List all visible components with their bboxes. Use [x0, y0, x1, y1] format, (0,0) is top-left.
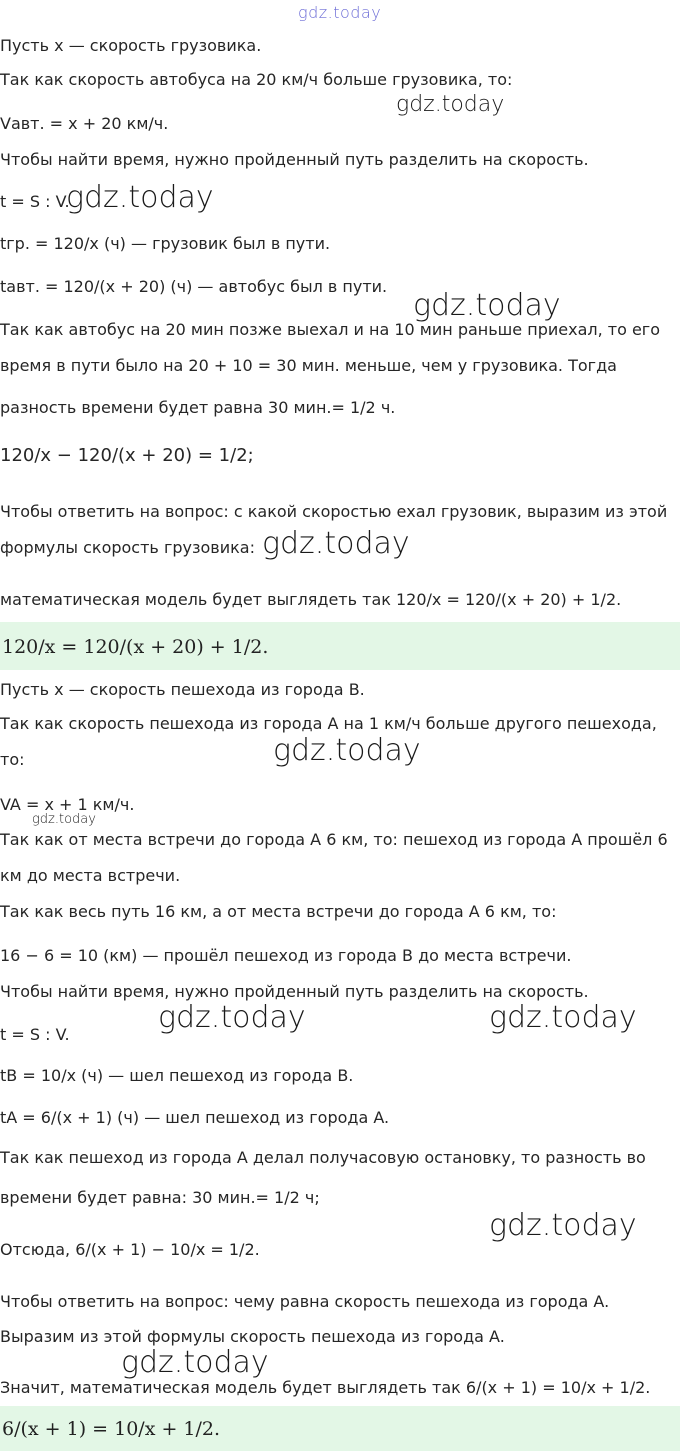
solution-line: то: [0, 750, 25, 769]
watermark: gdz.today [32, 812, 96, 827]
solution-line: Чтобы найти время, нужно пройденный путь разделить на скорость. [0, 150, 589, 169]
solution-line: Пусть x — скорость грузовика. [0, 36, 262, 55]
solution-line: Так как автобус на 20 мин позже выехал и на 10 мин раньше приехал, то его [0, 320, 660, 339]
watermark: gdz.today [489, 1000, 637, 1035]
solution-line: tB = 10/x (ч) — шел пешеход из города B. [0, 1066, 354, 1085]
watermark: gdz.today [158, 1000, 306, 1035]
watermark: gdz.today [396, 92, 505, 117]
solution-line: Пусть x — скорость пешехода из города B. [0, 680, 365, 699]
equation: 120/x − 120/(x + 20) = 1/2; [0, 445, 254, 466]
solution-line: tавт. = 120/(x + 20) (ч) — автобус был в пути. [0, 277, 388, 296]
solution-line: формулы скорость грузовика: [0, 538, 255, 557]
solution-line: км до места встречи. [0, 866, 181, 885]
answer-equation: 120/x = 120/(x + 20) + 1/2. [2, 636, 269, 658]
solution-line: Отсюда, 6/(x + 1) − 10/x = 1/2. [0, 1240, 260, 1259]
solution-line: tA = 6/(x + 1) (ч) — шел пешеход из города A. [0, 1108, 390, 1127]
solution-line: Так как от места встречи до города A 6 км, то: пешеход из города A прошёл 6 [0, 830, 668, 849]
watermark: gdz.today [121, 1345, 269, 1380]
solution-line: Чтобы ответить на вопрос: чему равна скорость пешехода из города A. [0, 1292, 610, 1311]
watermark: gdz.today [298, 3, 382, 22]
solution-line: разность времени будет равна 30 мин.= 1/2 ч. [0, 398, 396, 417]
solution-line: tгр. = 120/x (ч) — грузовик был в пути. [0, 234, 331, 253]
solution-line: t = S : V. [0, 1025, 70, 1044]
watermark: gdz.today [489, 1208, 637, 1243]
solution-line: 16 − 6 = 10 (км) — прошёл пешеход из города B до места встречи. [0, 946, 572, 965]
solution-line: Чтобы ответить на вопрос: с какой скоростью ехал грузовик, выразим из этой [0, 502, 668, 521]
watermark: gdz.today [273, 733, 421, 768]
watermark: gdz.today [262, 526, 410, 561]
solution-line: Чтобы найти время, нужно пройденный путь разделить на скорость. [0, 982, 589, 1001]
solution-line: Значит, математическая модель будет выглядеть так 6/(x + 1) = 10/x + 1/2. [0, 1378, 651, 1397]
answer-equation: 6/(x + 1) = 10/x + 1/2. [2, 1418, 221, 1440]
solution-line: Так как весь путь 16 км, а от места встречи до города A 6 км, то: [0, 902, 557, 921]
solution-line: Vавт. = x + 20 км/ч. [0, 114, 169, 133]
solution-line: Так как пешеход из города A делал получасовую остановку, то разность во [0, 1148, 646, 1167]
solution-line: Выразим из этой формулы скорость пешехода из города A. [0, 1327, 505, 1346]
solution-line: t = S : V. [0, 192, 70, 211]
solution-line: времени будет равна: 30 мин.= 1/2 ч; [0, 1188, 320, 1207]
solution-line: Так как скорость пешехода из города A на 1 км/ч больше другого пешехода, [0, 714, 657, 733]
watermark: gdz.today [66, 180, 214, 215]
solution-line: математическая модель будет выглядеть так 120/x = 120/(x + 20) + 1/2. [0, 590, 622, 609]
watermark: gdz.today [413, 288, 561, 323]
solution-line: VA = x + 1 км/ч. [0, 795, 135, 814]
solution-line: Так как скорость автобуса на 20 км/ч больше грузовика, то: [0, 70, 513, 89]
solution-line: время в пути было на 20 + 10 = 30 мин. меньше, чем у грузовика. Тогда [0, 356, 617, 375]
